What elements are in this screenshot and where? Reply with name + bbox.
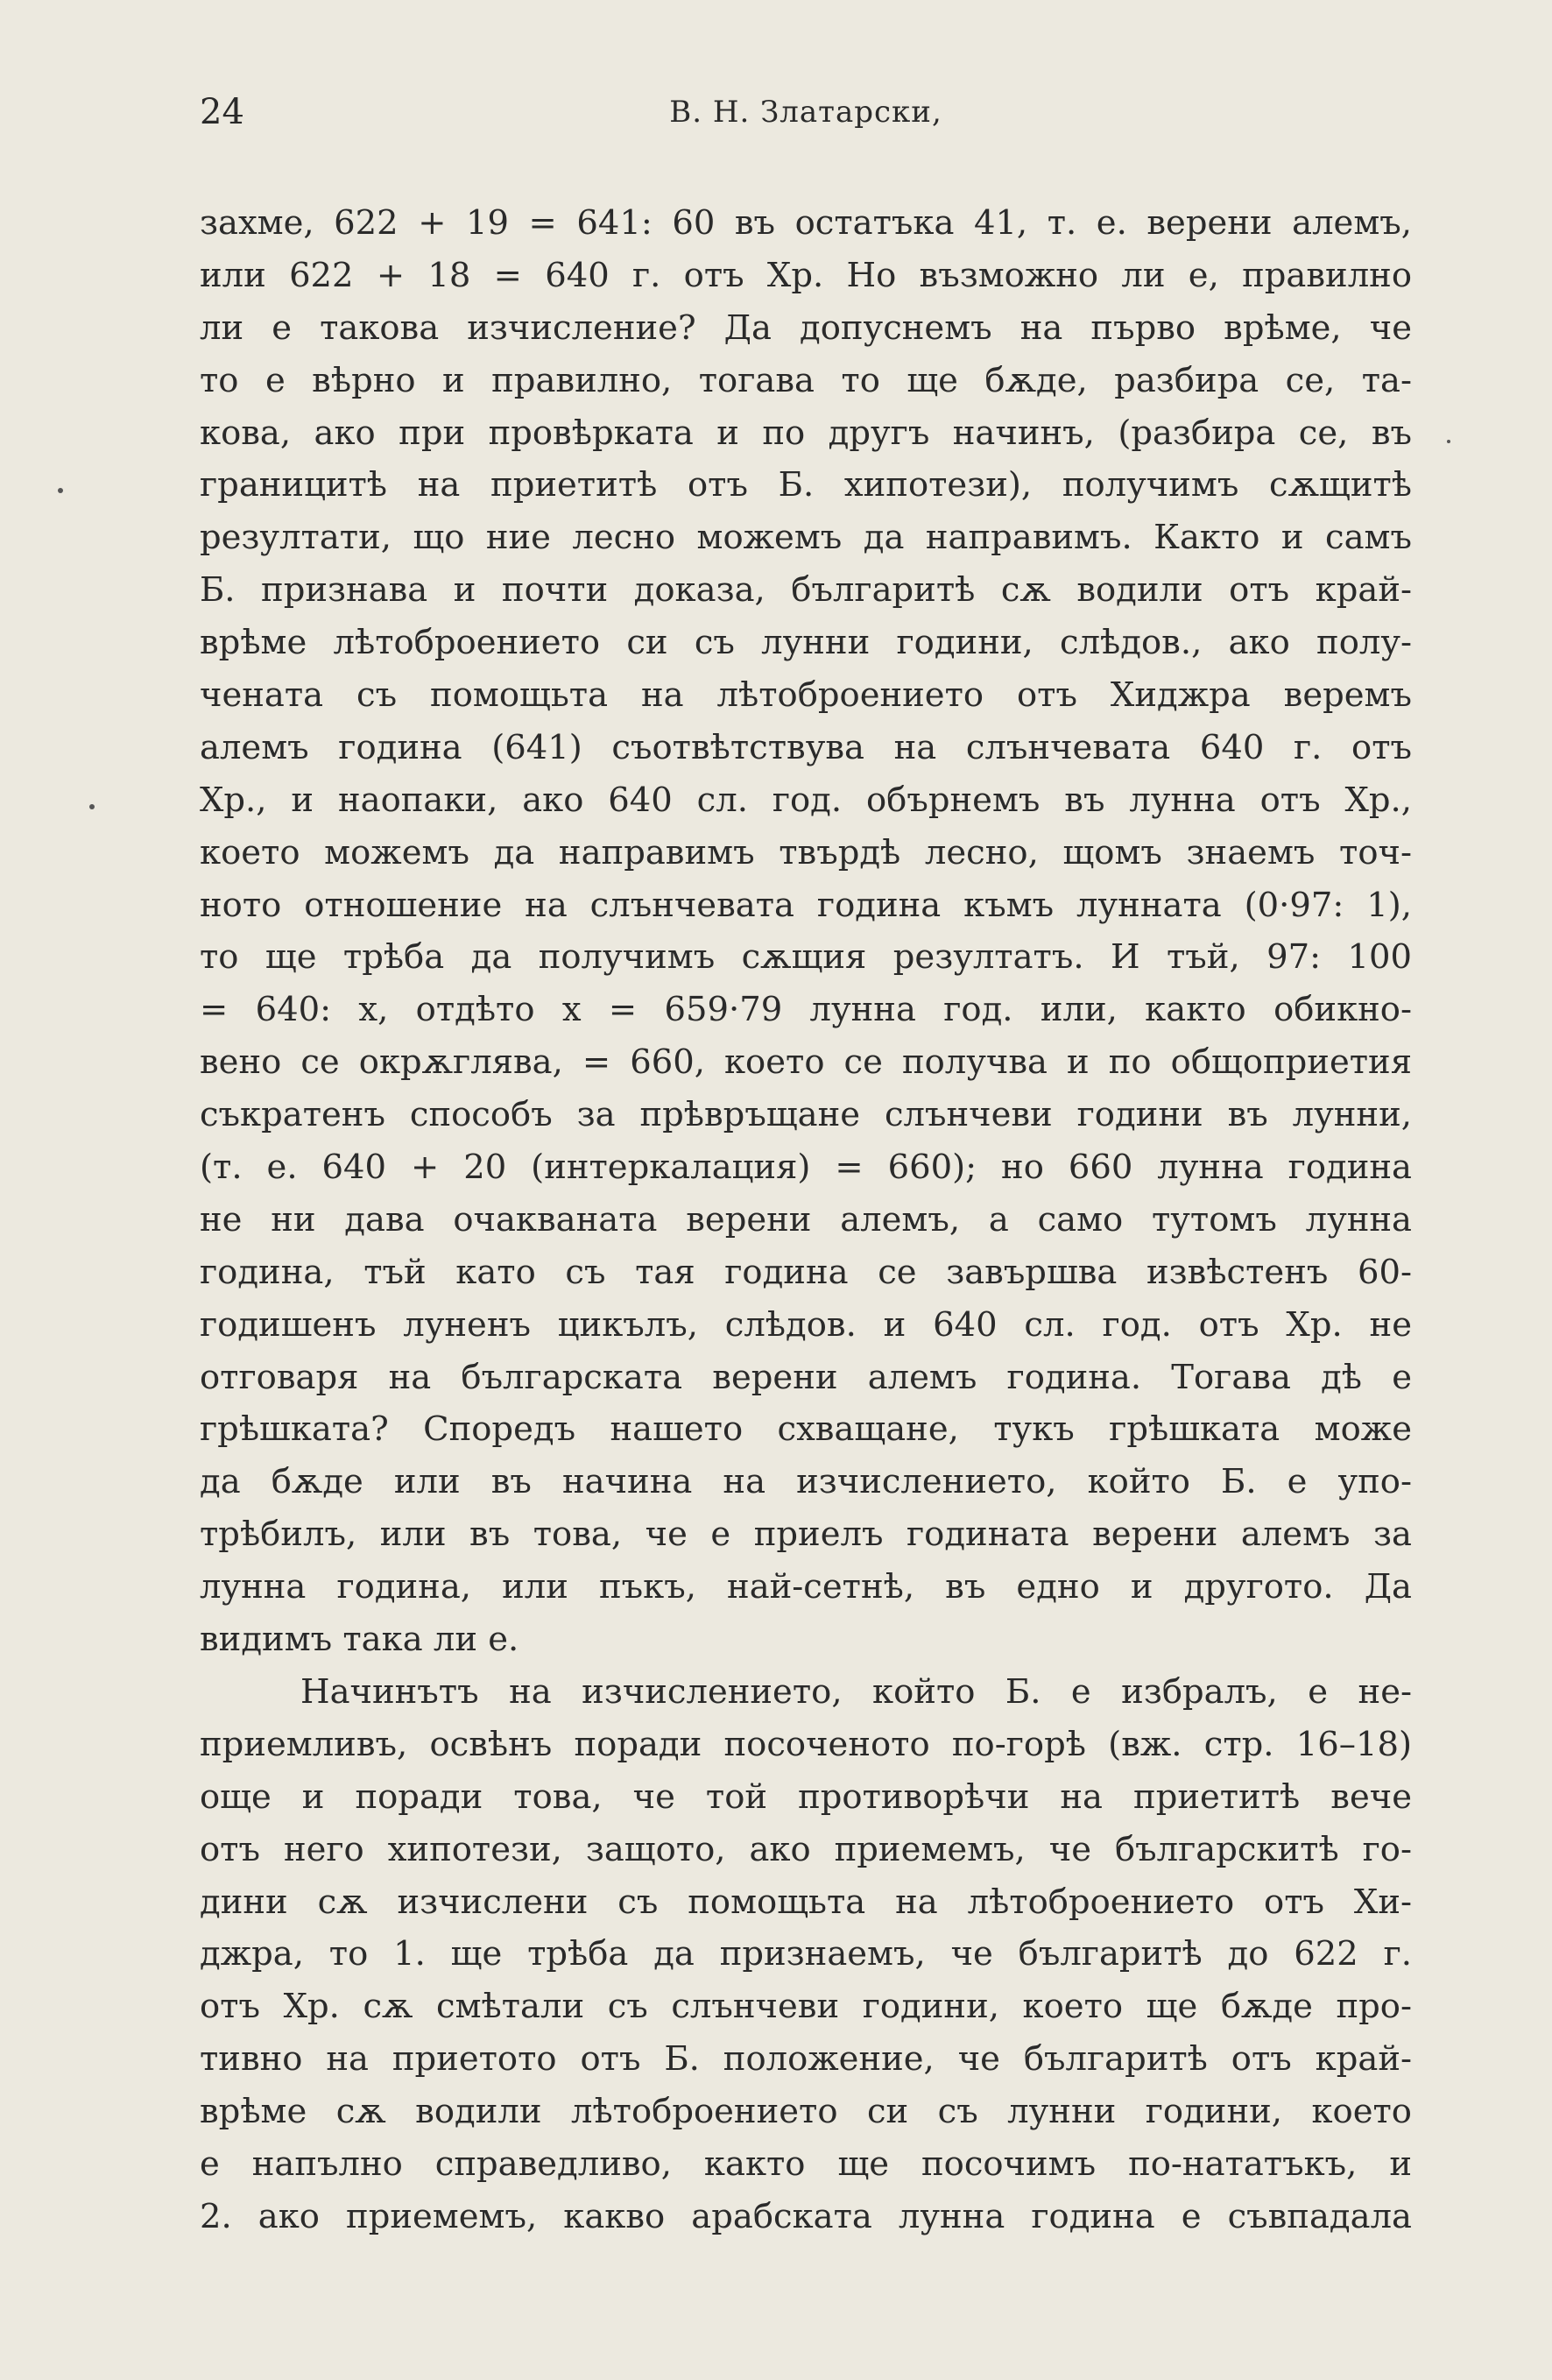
text-line: Хр., и наопаки, ако 640 сл. год. обърнемъ въ лунна отъ Хр., [200,780,1412,820]
text-line: дини сѫ изчислени съ помощьта на лѣтоброението отъ Хи- [200,1882,1412,1922]
text-line: Б. признава и почти доказа, българитѣ сѫ водили отъ край- [200,570,1412,611]
page-header [200,86,1412,138]
text-line: не ни дава очакваната верени алемъ, а само тутомъ лунна [200,1199,1412,1239]
text-line: джра, то 1. ще трѣба да признаемъ, че българитѣ до 622 г. [200,1934,1412,1974]
text-line: което можемъ да направимъ твърдѣ лесно, щомъ знаемъ точ- [200,832,1412,872]
text-line: отговаря на българската верени алемъ година. Тогава дѣ е [200,1357,1412,1397]
text-line: приемливъ, освѣнъ поради посоченото по-горѣ (вж. стр. 16–18) [200,1724,1412,1764]
text-line: годишенъ луненъ цикълъ, слѣдов. и 640 сл. год. отъ Хр. не [200,1304,1412,1345]
body-text [200,197,1412,2243]
text-line: (т. е. 640 + 20 (интеркалация) = 660); но 660 лунна година [200,1148,1412,1188]
running-head: В. Н. Златарски, [669,95,942,130]
text-line: грѣшката? Споредъ нашето схващане, тукъ грѣшката може [200,1409,1412,1450]
text-line: кова, ако при провѣрката и по другъ начинъ, (разбира се, въ [200,413,1412,453]
text-line: или 622 + 18 = 640 г. отъ Хр. Но възможно ли е, правилно [200,255,1412,295]
text-line: ното отношение на слънчевата година къмъ лунната (0·97: 1), [200,885,1412,925]
text-line: границитѣ на приетитѣ отъ Б. хипотези), получимъ сѫщитѣ [200,465,1412,505]
text-line: то е вѣрно и правилно, тогава то ще бѫде, разбира се, та- [200,360,1412,400]
text-line: врѣме сѫ водили лѣтоброението си съ лунни години, което [200,2092,1412,2132]
paper-speck [1447,440,1450,443]
text-line: вено се окрѫглява, = 660, което се получва и по общоприетия [200,1042,1412,1083]
text-line: още и поради това, че той противорѣчи на приетитѣ вече [200,1776,1412,1817]
text-line: отъ него хипотези, защото, ако приемемъ, че българскитѣ го- [200,1829,1412,1869]
text-line: = 640: x, отдѣто x = 659·79 лунна год. или, както обикно- [200,990,1412,1030]
text-line: лунна година, или пъкъ, най-сетнѣ, въ едно и другото. Да [200,1567,1412,1607]
text-line: трѣбилъ, или въ това, че е приелъ годината верени алемъ за [200,1515,1412,1555]
text-line: видимъ така ли е. [200,1620,519,1660]
text-line: отъ Хр. сѫ смѣтали съ слънчеви години, което ще бѫде про- [200,1987,1412,2027]
text-line: съкратенъ способъ за прѣвръщане слънчеви години въ лунни, [200,1095,1412,1135]
text-line: резултати, що ние лесно можемъ да направимъ. Както и самъ [200,518,1412,558]
text-line: чената съ помощьта на лѣтоброението отъ Хиджра веремъ [200,675,1412,716]
text-line: Начинътъ на изчислението, който Б. е избралъ, е не- [300,1671,1412,1712]
text-line: захме, 622 + 19 = 641: 60 въ остатъка 41, т. е. верени алемъ, [200,203,1412,243]
text-line: 2. ако приемемъ, какво арабската лунна година е съвпадала [200,2196,1412,2236]
paper-speck [89,804,95,809]
text-line: година, тъй като съ тая година се завършва извѣстенъ 60- [200,1252,1412,1292]
paper-speck [58,488,63,493]
text-line: ли е такова изчисление? Да допуснемъ на първо врѣме, че [200,307,1412,348]
text-line: тивно на приетото отъ Б. положение, че българитѣ отъ край- [200,2039,1412,2080]
text-line: врѣме лѣтоброението си съ лунни години, слѣдов., ако полу- [200,623,1412,663]
page-number: 24 [200,92,244,132]
text-line: алемъ година (641) съотвѣтствува на слънчевата 640 г. отъ [200,727,1412,767]
text-line: да бѫде или въ начина на изчислението, който Б. е упо- [200,1462,1412,1502]
text-line: е напълно справедливо, както ще посочимъ по-нататъкъ, и [200,2143,1412,2184]
text-line: то ще трѣба да получимъ сѫщия резултатъ. И тъй, 97: 100 [200,937,1412,978]
